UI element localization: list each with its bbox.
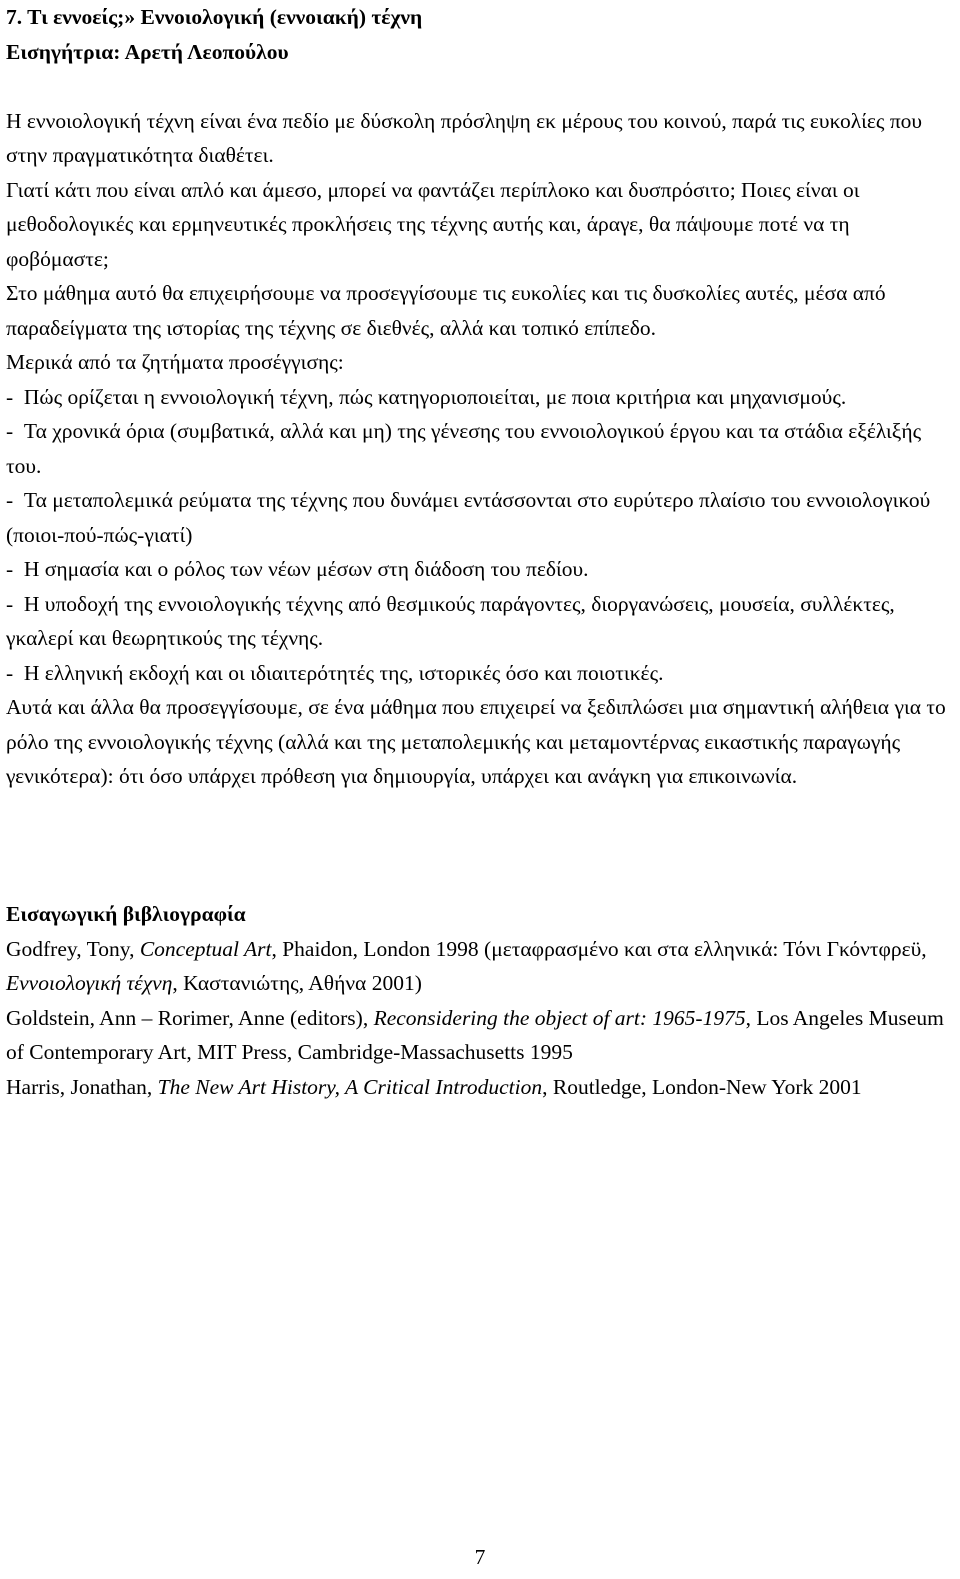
conclusion-paragraph: Αυτά και άλλα θα προσεγγίσουμε, σε ένα μάθημα που επιχειρεί να ξεδιπλώσει μια σημαντική αλήθεια για το ρόλο της εννοιολογικής τέχνης (αλλά και της μεταπολεμικής και μεταμοντέρνας εικαστικής παραγωγής γενικότερα): ότι όσο υπάρχει πρόθεση για δημιουργία, υπάρχει και ανάγκη για επικοινωνία.: [6, 695, 946, 788]
document-page: [6, 0, 952, 1104]
topic-item: - Η σημασία και ο ρόλος των νέων μέσων στη διάδοση του πεδίου.: [6, 557, 589, 581]
topic-item: - Η ελληνική εκδοχή και οι ιδιαιτερότητές της, ιστορικές όσο και ποιοτικές.: [6, 660, 664, 685]
approach-paragraph: Στο μάθημα αυτό θα επιχειρήσουμε να προσεγγίσουμε τις ευκολίες και τις δυσκολίες αυτές, μέσα από παραδείγματα της ιστορίας της τέχνης σε διεθνές, αλλά και τοπικό επίπεδο.: [6, 281, 886, 340]
bib-title-translation: Εννοιολογική τέχνη: [6, 971, 173, 995]
bibliography-entry: [6, 1001, 952, 1070]
questions-paragraph: Γιατί κάτι που είναι απλό και άμεσο, μπορεί να φαντάζει περίπλοκο και δυσπρόσιτο; Ποιες είναι οι μεθοδολογικές και ερμηνευτικές προκλήσεις της τέχνης αυτής και, άραγε, θα πάψουμε ποτέ να τη φοβόμαστε;: [6, 177, 860, 271]
topic-item: - Τα μεταπολεμικά ρεύματα της τέχνης που δυνάμει εντάσσονται στο ευρύτερο πλαίσιο του εννοιολογικού (ποιοι-πού-πώς-γιατί): [6, 488, 931, 547]
topic-item: - Η υποδοχή της εννοιολογικής τέχνης από θεσμικούς παράγοντες, διοργανώσεις, μουσεία, συλλέκτες, γκαλερί και θεωρητικούς της τέχνης.: [6, 591, 895, 650]
topic-item: - Πώς ορίζεται η εννοιολογική τέχνη, πώς κατηγοριοποιείται, με ποια κριτήρια και μηχανισμούς.: [6, 384, 847, 409]
bib-author: Godfrey, Tony,: [6, 936, 140, 961]
bib-title: The New Art History, A Critical Introduction: [157, 1074, 543, 1099]
bibliography-entry: [6, 932, 952, 1001]
bib-details: , Routledge, London-New York 2001: [542, 1074, 862, 1099]
bibliography-entry: [6, 1070, 952, 1105]
topics-intro: Μερικά από τα ζητήματα προσέγγισης:: [6, 350, 344, 374]
bib-title: Conceptual Art: [139, 936, 272, 961]
lecturer-name: Εισηγήτρια: Αρετή Λεοπούλου: [6, 39, 289, 64]
bibliography-heading: Εισαγωγική βιβλιογραφία: [6, 902, 246, 926]
bib-title: Reconsidering the object of art: 1965-1975: [373, 1005, 746, 1030]
bib-details: , Phaidon, London 1998 (μεταφρασμένο και στα ελληνικά: Τόνι Γκόντφρεϋ,: [271, 936, 927, 961]
bib-author: Goldstein, Ann – Rorimer, Anne (editors),: [6, 1005, 374, 1030]
bib-author: Harris, Jonathan,: [6, 1074, 158, 1099]
intro-paragraph: Η εννοιολογική τέχνη είναι ένα πεδίο με δύσκολη πρόσληψη εκ μέρους του κοινού, παρά τις ευκολίες που στην πραγματικότητα διαθέτει.: [6, 108, 923, 167]
page-number: 7: [474, 1545, 486, 1569]
topic-item: - Τα χρονικά όρια (συμβατικά, αλλά και μη) της γένεσης του εννοιολογικού έργου και τα στάδια εξέλιξής του.: [6, 419, 922, 478]
spacer: [6, 69, 952, 104]
bib-details: , Καστανιώτης, Αθήνα 2001): [172, 971, 422, 995]
course-title: 7. Τι εννοείς;» Εννοιολογική (εννοιακή) τέχνη: [6, 5, 423, 29]
spacer: [6, 794, 952, 898]
bib-details: , Los Angeles Museum of Contemporary Art, MIT Press, Cambridge-Massachusetts 1995: [6, 1005, 944, 1064]
